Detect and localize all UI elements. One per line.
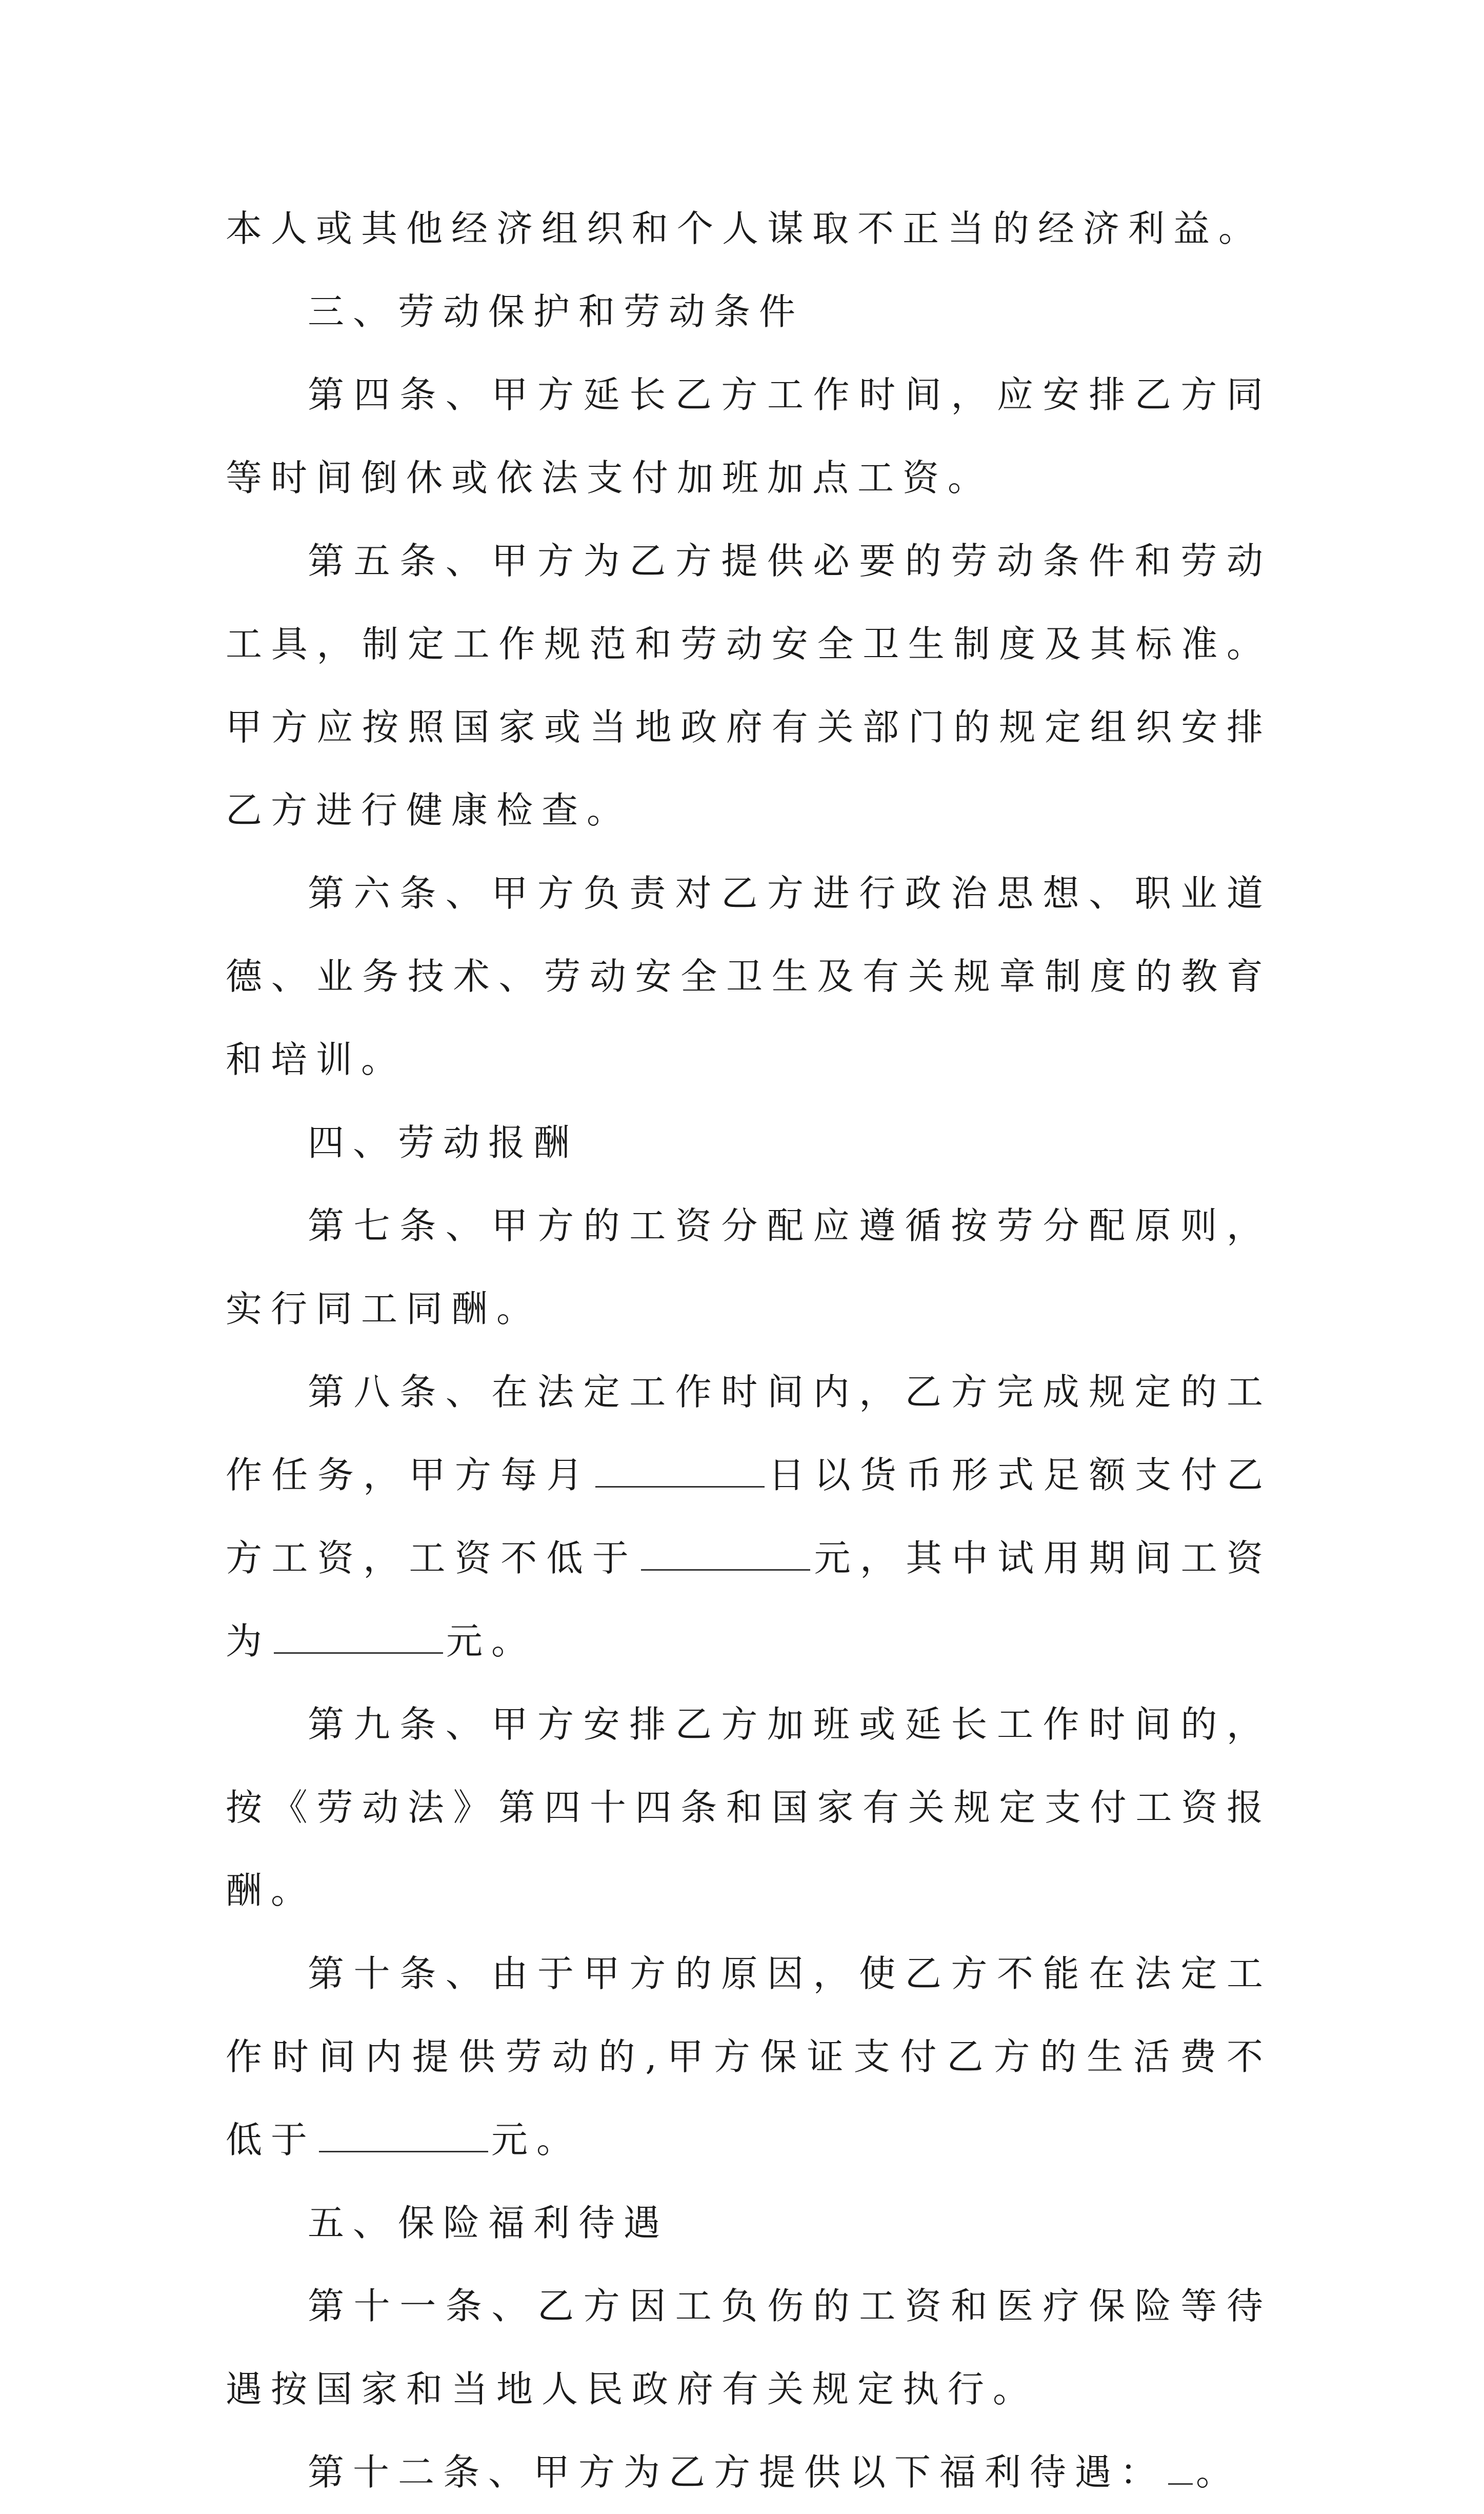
contract-body	[226, 187, 1272, 2514]
article-6: 第六条、甲方负责对乙方进行政治思想、职业道德、业务技术、劳动安全卫生及有关规章制度的教育和培训。	[226, 872, 1272, 1081]
article-9: 第九条、甲方安排乙方加班或延长工作时间的，按《劳动法》第四十四条和国家有关规定支付工资报酬。	[226, 1703, 1272, 1912]
article-12	[226, 2431, 1272, 2514]
article-10	[226, 1932, 1272, 2182]
section-heading-labor-protection: 三、劳动保护和劳动条件	[308, 290, 805, 333]
article-5: 第五条、甲方为乙方提供必要的劳动条件和劳动工具，制定工作规范和劳动安全卫生制度及其标准。甲方应按照国家或当地政府有关部门的规定组织安排乙方进行健康检查。	[226, 540, 1272, 832]
article-12-part-1: 第十二条、甲方为乙方提供以下福利待遇：	[308, 2451, 1166, 2493]
article-8-part-2: 日以货币形式足额支付乙方工资，工资不低于	[226, 1454, 1272, 1579]
article-8-part-4: 元。	[446, 1620, 537, 1662]
article-8-part-3: 元，其中试用期间工资为	[226, 1537, 1272, 1662]
article-4: 第四条、甲方延长乙方工作时间，应安排乙方同等时间倒休或依法支付加班加点工资。	[226, 373, 1272, 499]
paragraph-continuation: 本人或其他经济组织和个人谋取不正当的经济利益。	[226, 207, 1264, 250]
article-12-part-2: 。	[1196, 2451, 1241, 2493]
section-heading-insurance-welfare: 五、保险福利待遇	[308, 2202, 669, 2244]
article-8-part-1: 第八条、在法定工作时间内，乙方完成规定的工作任务，甲方每月	[226, 1371, 1272, 1496]
section-heading-labor-remuneration: 四、劳动报酬	[308, 1121, 579, 1164]
article-8	[226, 1351, 1272, 1683]
living-expense-blank[interactable]	[319, 2115, 488, 2152]
article-10-part-1: 第十条、由于甲方的原因，使乙方不能在法定工作时间内提供劳动的,甲方保证支付乙方的生活费不低于	[226, 1952, 1272, 2161]
pay-day-blank[interactable]	[595, 1450, 765, 1488]
article-7: 第七条、甲方的工资分配应遵循按劳分配原则，实行同工同酬。	[226, 1204, 1272, 1330]
probation-wage-blank[interactable]	[274, 1616, 443, 1654]
article-11: 第十一条、乙方因工负伤的工资和医疗保险等待遇按国家和当地人民政府有关规定执行。	[226, 2285, 1272, 2410]
minimum-wage-blank[interactable]	[641, 1533, 810, 1571]
welfare-blank[interactable]	[1168, 2447, 1193, 2485]
article-10-part-2: 元。	[491, 2119, 582, 2161]
